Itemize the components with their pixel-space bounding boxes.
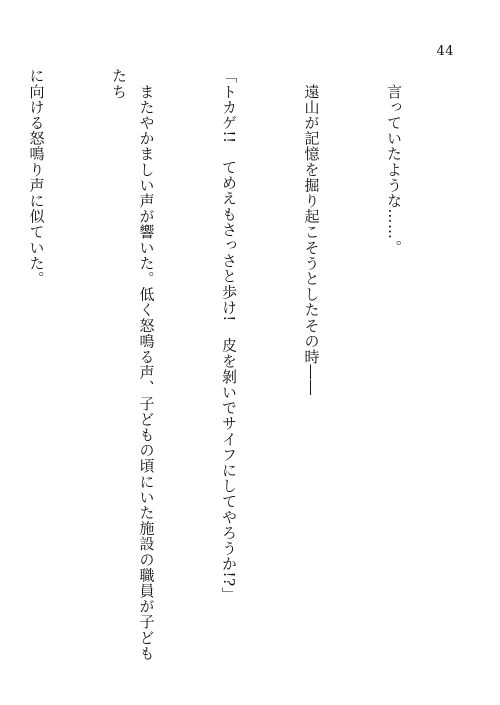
vertical-text-body <box>27 68 462 672</box>
text-line: に向ける怒鳴り声に似ていた。 <box>27 68 46 287</box>
text-line: 言っていたような……。 <box>385 68 403 256</box>
text-line: 遠山が記憶を掘り起こそうとしたその時―― <box>302 68 321 396</box>
text-line: 「トカゲ!! てめえもさっさと歩け! 皮を剝いでサイフにしてやろうか!?」 <box>220 68 238 603</box>
text-line: またやかましい声が響いた。低く怒鳴る声、子どもの頃にいた施設の職員が子どもたち <box>110 68 156 661</box>
page-number: 44 <box>436 44 454 59</box>
